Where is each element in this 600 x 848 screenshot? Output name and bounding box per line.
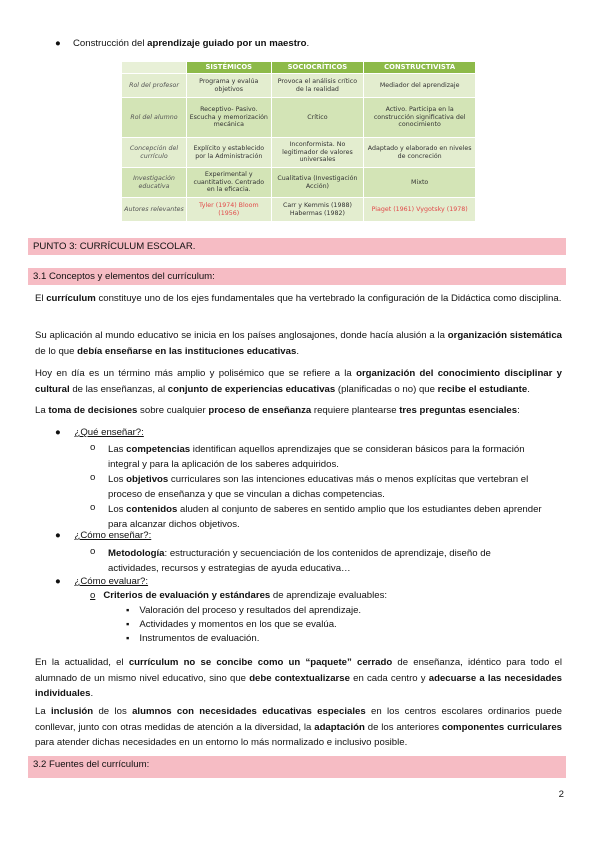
- row-header: Investigación educativa: [122, 168, 187, 198]
- sub-list-item: ▪ Instrumentos de evaluación.: [126, 633, 260, 644]
- table-header-cell: CONSTRUCTIVISTA: [364, 62, 476, 74]
- sub-list-item: ▪ Actividades y momentos en los que se evalúa.: [126, 619, 337, 630]
- table-row: [122, 198, 476, 222]
- table-cell: Experimental y cuantitativo. Centrado en la eficacia.: [187, 168, 272, 198]
- table-header-cell: SOCIOCRÍTICOS: [271, 62, 364, 74]
- table-cell: Inconformista. No legitimador de valores universales: [271, 138, 364, 168]
- table-cell: Activo. Participa en la construcción significativa del conocimiento: [364, 98, 476, 138]
- table-cell: Mediador del aprendizaje: [364, 74, 476, 98]
- paragraph-inclusion: La inclusión de los alumnos con necesidades educativas especiales en los centros escolares ordinarios puede conllevar, junto con otras medidas de atención a la diversidad, la adaptación de los anteriores componentes curriculares para atender dichas necesidades en un entorno lo más normalizado e inclusivo posible.: [35, 706, 562, 748]
- page-number: 2: [558, 789, 564, 800]
- table-cell: Cualitativa (Investigación Acción): [271, 168, 364, 198]
- subsection-heading-3-1: [28, 268, 566, 285]
- paragraph-curriculum-definition: El currículum constituye uno de los ejes fundamentales que ha vertebrado la configuración de la Didáctica como disciplina.: [35, 293, 562, 304]
- paragraph-origin: Su aplicación al mundo educativo se inicia en los países anglosajones, donde hacía alusión a la organización sistemática de lo que debía enseñarse en las instituciones educativas.: [35, 330, 562, 357]
- heading-text: PUNTO 3: CURRÍCULUM ESCOLAR.: [33, 241, 196, 252]
- paragraph-modern-meaning: Hoy en día es un término más amplio y polisémico que se refiere a la organización del conocimiento disciplinar y cultural de las enseñanzas, al conjunto de experiencias educativas (planificadas o no) que recibe el estudiante.: [35, 368, 563, 395]
- bullet-dot: ●: [55, 38, 61, 49]
- subsection-heading-3-2: [28, 756, 566, 778]
- paragraph-decisions: La toma de decisiones sobre cualquier proceso de enseñanza requiere plantearse tres preguntas esenciales:: [35, 405, 520, 416]
- row-header: Concepción del currículo: [122, 138, 187, 168]
- table-header-row: [122, 62, 476, 74]
- table-cell: Explícito y establecido por la Administración: [187, 138, 272, 168]
- question-label: ¿Cómo evaluar?:: [74, 576, 149, 587]
- table-row: [122, 138, 476, 168]
- paradigms-table: [121, 61, 476, 222]
- table-row: [122, 98, 476, 138]
- table-cell: Programa y evalúa objetivos: [187, 74, 272, 98]
- list-item: o Criterios de evaluación y estándares de aprendizaje evaluables:: [90, 590, 388, 601]
- row-header: Rol del alumno: [122, 98, 187, 138]
- question-label: ¿Cómo enseñar?:: [74, 530, 152, 541]
- table-cell: Mixto: [364, 168, 476, 198]
- bullet-dot: ●: [55, 576, 61, 587]
- question-how-to-teach: [55, 530, 151, 541]
- sub-list-item: ▪ Valoración del proceso y resultados del aprendizaje.: [126, 605, 362, 616]
- table-row: [122, 74, 476, 98]
- table-header-cell: [122, 62, 187, 74]
- heading-text: 3.1 Conceptos y elementos del currículum:: [33, 271, 215, 282]
- table-cell: Carr y Kemmis (1988) Habermas (1982): [271, 198, 364, 222]
- table-cell: Receptivo- Pasivo. Escucha y memorización mecánica: [187, 98, 272, 138]
- question-how-to-evaluate: [55, 576, 148, 587]
- row-header: Autores relevantes: [122, 198, 187, 222]
- table-cell: Adaptado y elaborado en niveles de concreción: [364, 138, 476, 168]
- paragraph-contextualization: En la actualidad, el currículum no se concibe como un “paquete” cerrado de enseñanza, idéntico para todo el alumnado de un mismo nivel educativo, sino que debe contextualizarse en cada centro y adecuarse a las necesidades individuales.: [35, 657, 563, 699]
- question-label: ¿Qué enseñar?:: [74, 427, 144, 438]
- intro-text: Construcción del aprendizaje guiado por un maestro.: [73, 38, 310, 49]
- section-heading-punto3: [28, 238, 566, 255]
- table-cell: Piaget (1961) Vygotsky (1978): [364, 198, 476, 222]
- table-row: [122, 168, 476, 198]
- heading-text: 3.2 Fuentes del currículum:: [33, 759, 150, 770]
- question-what-to-teach: [55, 427, 144, 438]
- bullet-dot: ●: [55, 530, 61, 541]
- table-cell: Provoca el análisis crítico de la realidad: [271, 74, 364, 98]
- table-cell: Crítico: [271, 98, 364, 138]
- table-header-cell: SISTÉMICOS: [187, 62, 272, 74]
- bullet-dot: ●: [55, 427, 61, 438]
- table-cell: Tyler (1974) Bloom (1956): [187, 198, 272, 222]
- row-header: Rol del profesor: [122, 74, 187, 98]
